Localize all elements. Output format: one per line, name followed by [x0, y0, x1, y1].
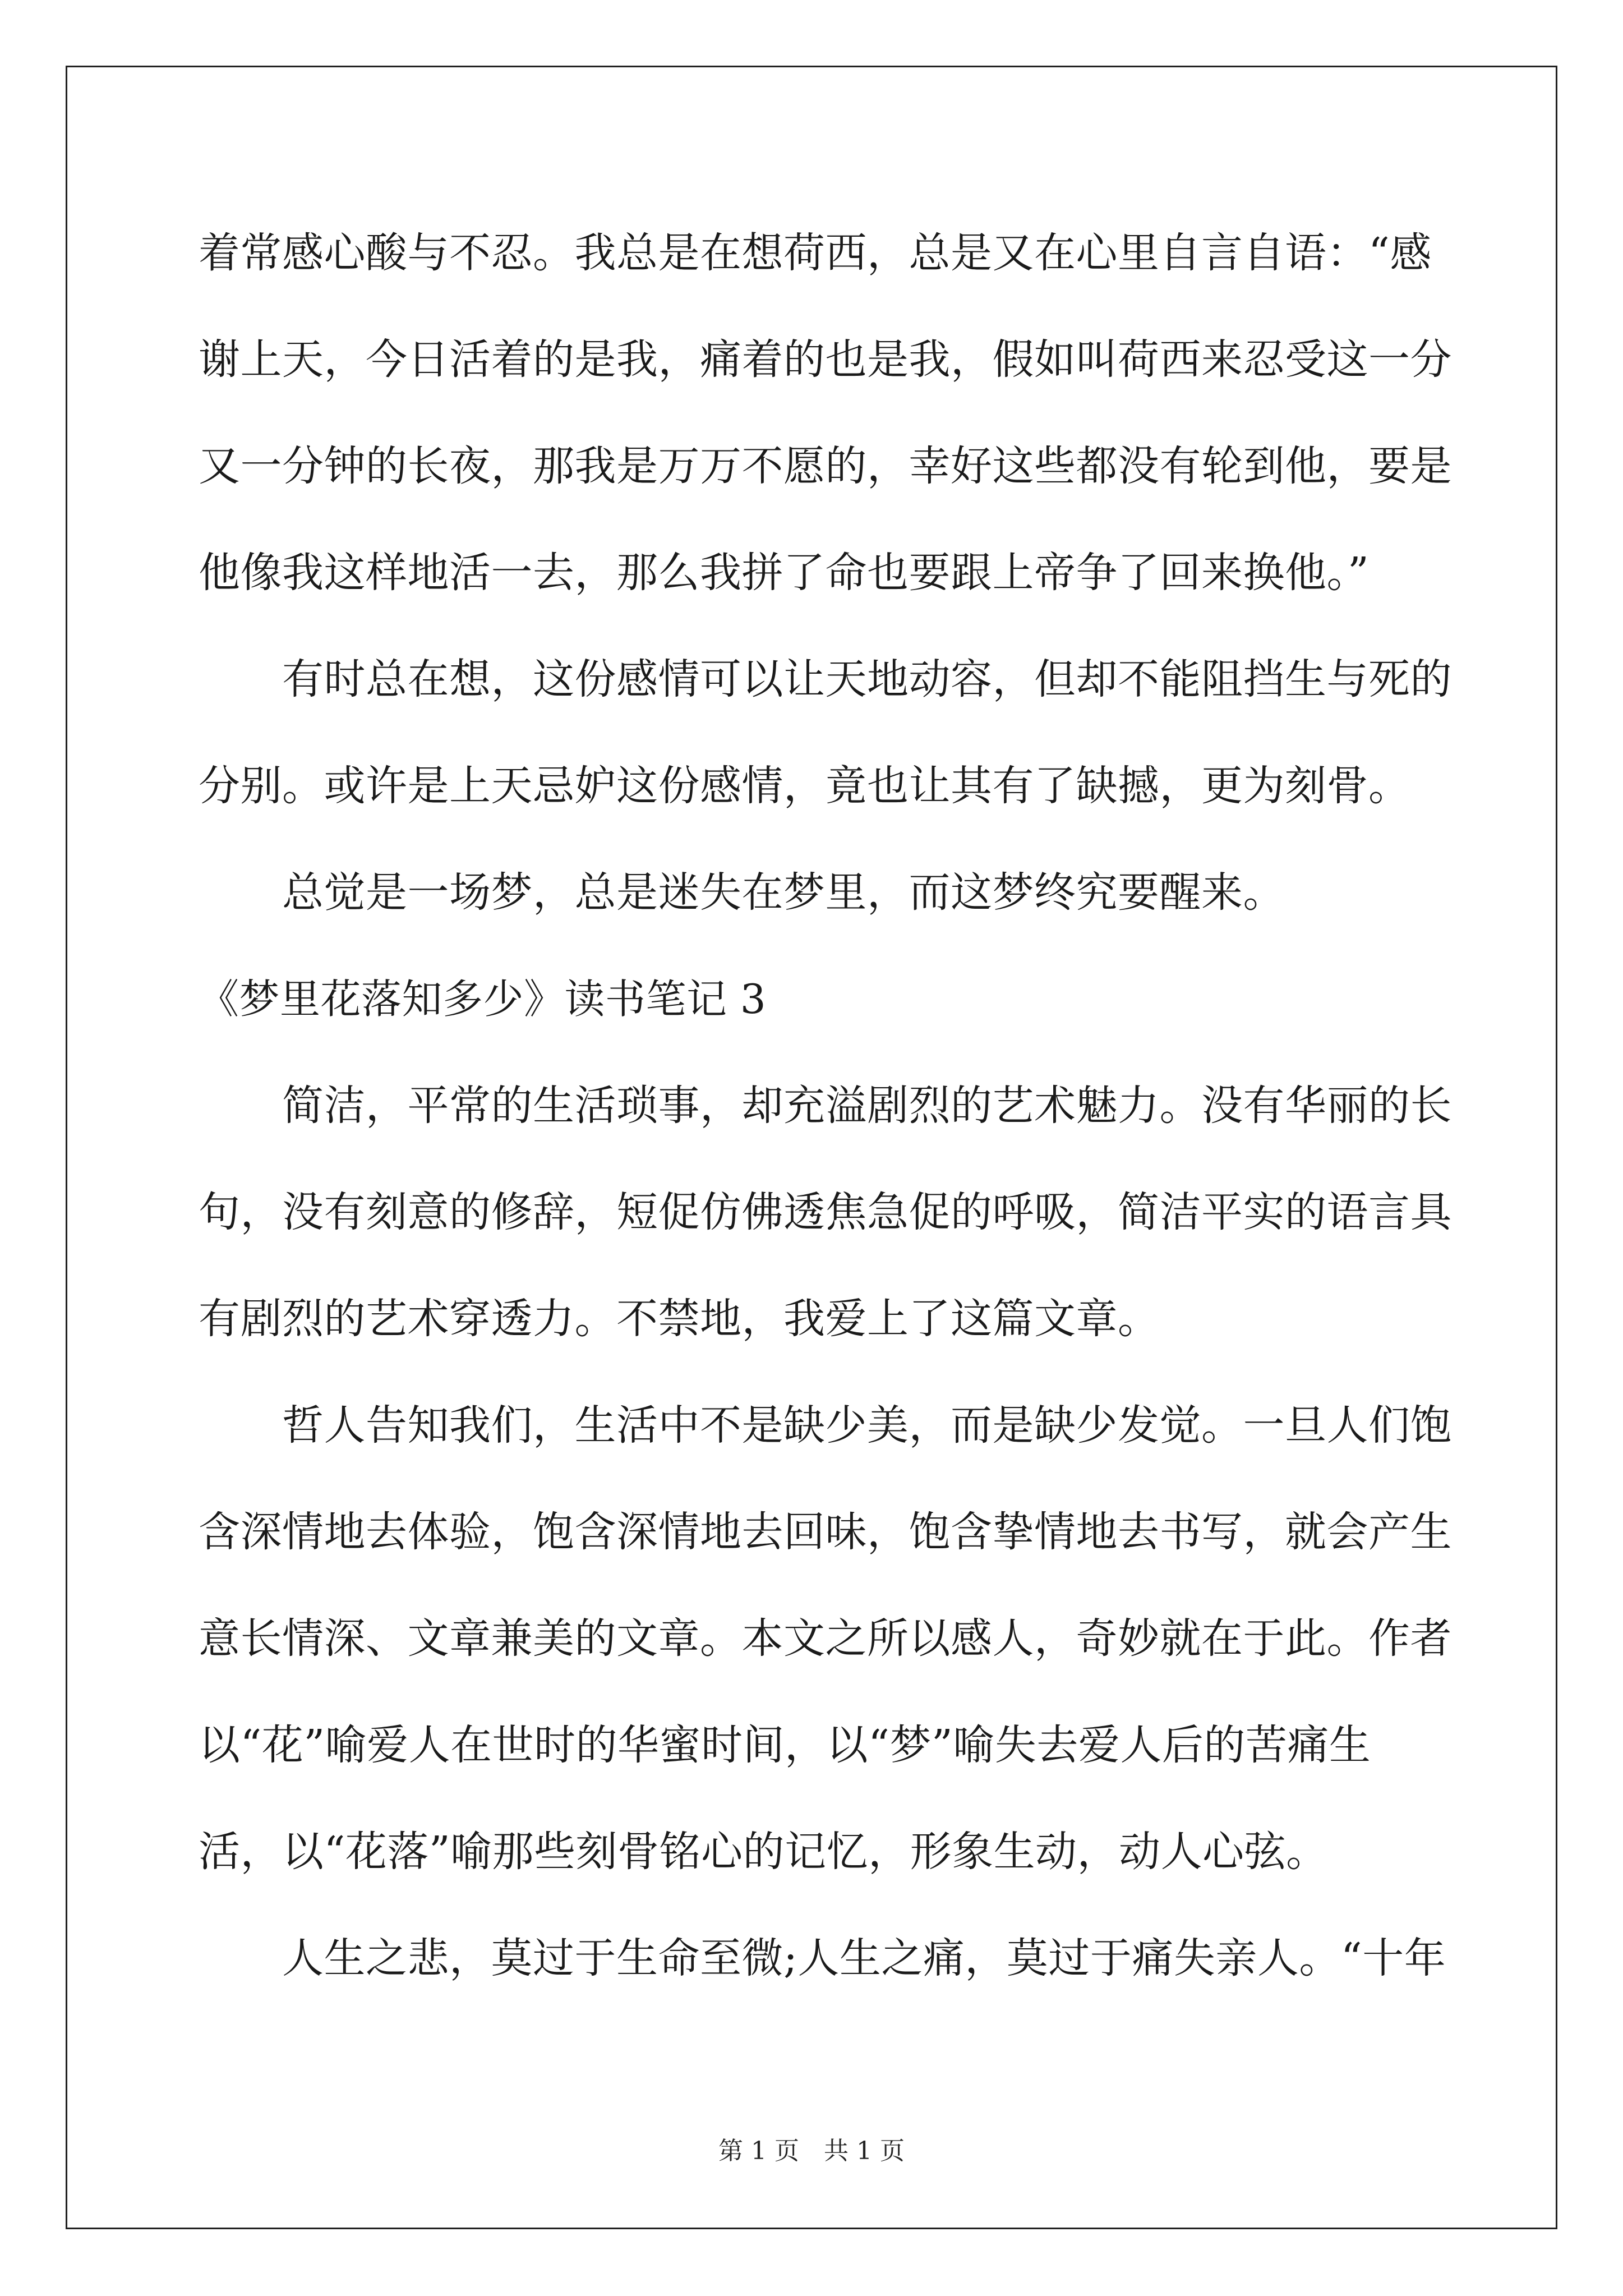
text-line-17: 人生之悲，莫过于生命至微;人生之痛，莫过于痛失亲人。“十年: [199, 1934, 1446, 1982]
text-line-11: 有剧烈的艺术穿透力。不禁地，我爱上了这篇文章。: [199, 1295, 1160, 1343]
text-line-12: 哲人告知我们，生活中不是缺少美，而是缺少发觉。一旦人们饱: [199, 1401, 1452, 1450]
document-body: [199, 200, 1452, 2012]
text-line-16: 活，以“花落”喻那些刻骨铭心的记忆，形象生动，动人心弦。: [199, 1828, 1328, 1876]
text-line-14: 意长情深、文章兼美的文章。本文之所以感人，奇妙就在于此。作者: [199, 1614, 1452, 1663]
text-line-13: 含深情地去体验，饱含深情地去回味，饱含挚情地去书写，就会产生: [199, 1508, 1452, 1556]
text-line-1: 着常感心酸与不忍。我总是在想荷西，总是又在心里自言自语：“感: [199, 229, 1432, 277]
text-line-2: 谢上天，今日活着的是我，痛着的也是我，假如叫荷西来忍受这一分: [199, 335, 1452, 384]
text-line-4: 他像我这样地活一去，那么我拼了命也要跟上帝争了回来换他。”: [199, 549, 1370, 597]
text-line-3: 又一分钟的长夜，那我是万万不愿的，幸好这些都没有轮到他，要是: [199, 442, 1452, 490]
text-line-10: 句，没有刻意的修辞，短促仿佛透焦急促的呼吸，简洁平实的语言具: [199, 1188, 1452, 1236]
text-line-15: 以“花”喻爱人在世时的华蜜时间，以“梦”喻失去爱人后的苦痛生: [199, 1721, 1371, 1769]
section-heading: 《梦里花落知多少》读书笔记 3: [199, 976, 767, 1023]
page-number-footer: 第 1 页 共 1 页: [718, 2137, 905, 2165]
text-line-7: 总觉是一场梦，总是迷失在梦里，而这梦终究要醒来。: [199, 868, 1285, 917]
text-line-6: 分别。或许是上天忌妒这份感情，竟也让其有了缺撼，更为刻骨。: [199, 762, 1410, 810]
text-line-5: 有时总在想，这份感情可以让天地动容，但却不能阻挡生与死的: [199, 655, 1452, 703]
text-line-9: 简洁，平常的生活琐事，却充溢剧烈的艺术魅力。没有华丽的长: [199, 1082, 1452, 1130]
